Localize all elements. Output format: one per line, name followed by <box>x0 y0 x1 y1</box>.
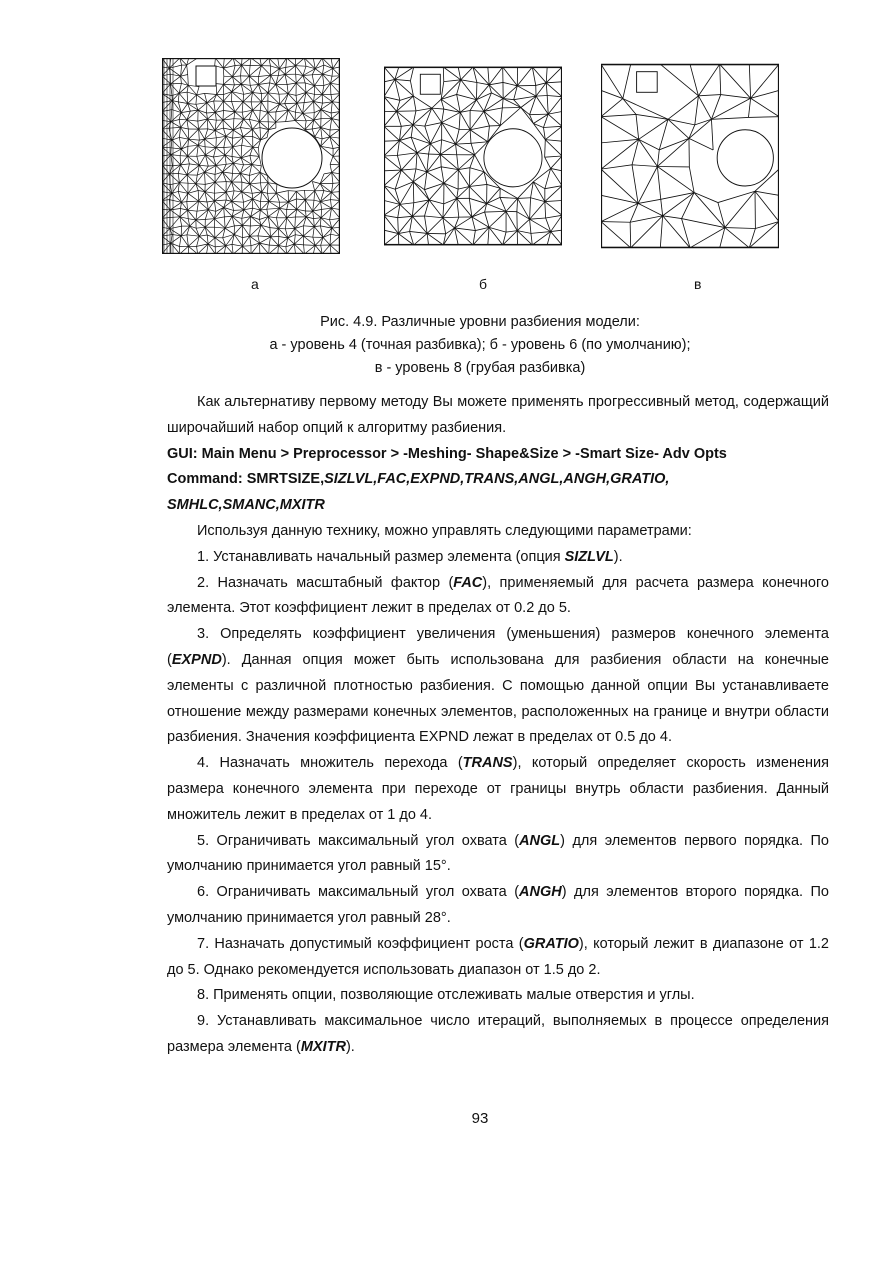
item-option: EXPND <box>171 651 222 668</box>
item-option: GRATIO <box>523 935 579 952</box>
item-text: 7. Назначать допустимый коэффициент роста ( <box>197 935 524 952</box>
caption-title: Рис. 4.9. Различные уровни разбиения модели: <box>320 314 640 330</box>
page-number: 93 <box>471 1110 489 1127</box>
gui-path <box>167 442 829 468</box>
parameter-item <box>167 932 829 984</box>
item-text: 1. Устанавливать начальный размер элемента (опция <box>197 548 565 565</box>
command-name: SMRTSIZE, <box>246 471 325 488</box>
gui-label: GUI: <box>167 445 198 462</box>
mesh-figure-a <box>162 58 340 254</box>
gui-menu-path: Main Menu > Preprocessor > -Meshing- Shape&Size > -Smart Size- Adv Opts <box>201 445 727 462</box>
lead-paragraph: Используя данную технику, можно управлять следующими параметрами: <box>197 522 692 539</box>
item-text: 9. Устанавливать максимальное число итераций, выполняемых в процессе определения размера элемента ( <box>167 1013 829 1055</box>
item-option: ANGH <box>519 884 562 901</box>
item-text-end: ). Данная опция может быть использована для разбиения области на конечные элементы с различной плотностью разбиения. С помощью данной опции Вы устанавливаете отношение между размерами конечных элементов, расположенных на границе и внутри области разбиения. Значения коэффициента EXPND лежат в пределах от 0.5 до 4. <box>167 651 829 746</box>
item-option: TRANS <box>462 755 513 772</box>
command-line <box>167 467 829 519</box>
caption-line-2: а - уровень 4 (точная разбивка); б - уровень 6 (по умолчанию); <box>269 337 691 353</box>
parameter-list <box>167 545 829 1061</box>
figure-label-a: а <box>251 276 259 292</box>
parameter-item <box>167 1009 829 1061</box>
parameter-item <box>167 880 829 932</box>
item-text: 3. Определять коэффициент увеличения (уменьшения) размеров конечного элемента ( <box>167 626 829 668</box>
figure-label-b: б <box>479 276 488 292</box>
command-args-1: SIZLVL,FAC,EXPND,TRANS,ANGL,ANGH,GRATIO, <box>324 471 670 488</box>
parameter-item <box>167 622 829 751</box>
item-option: SIZLVL <box>564 548 614 565</box>
figure-label-c: в <box>694 276 702 292</box>
mesh-fine-image <box>162 58 340 254</box>
parameter-item <box>167 751 829 828</box>
item-text-end: ). <box>345 1038 355 1055</box>
figure-mesh-levels <box>0 58 893 268</box>
item-text: 2. Назначать масштабный фактор ( <box>197 574 454 591</box>
parameter-item <box>167 571 829 623</box>
intro-paragraph: Как альтернативу первому методу Вы можете применять прогрессивный метод, содержащий широчайший набор опций к алгоритму разбиения. <box>167 394 829 436</box>
mesh-figure-b <box>384 58 562 254</box>
body-text <box>167 390 829 1061</box>
item-text-end: ), который определяет скорость изменения размера конечного элемента при переходе от границы внутрь области разбиения. Данный множитель лежит в пределах от 1 до 4. <box>167 755 829 823</box>
item-text: 5. Ограничивать максимальный угол охвата ( <box>197 832 520 849</box>
command-label: Command: <box>167 471 243 488</box>
parameter-item <box>167 545 829 571</box>
item-text: 6. Ограничивать максимальный угол охвата ( <box>197 884 520 901</box>
item-option: FAC <box>453 574 483 591</box>
item-text-end: ) для элементов второго порядка. По умолчанию принимается угол равный 28°. <box>167 884 829 926</box>
parameter-item <box>167 983 829 1009</box>
command-args-2: SMHLC,SMANC,MXITR <box>167 497 325 514</box>
item-text-end: ). <box>613 548 623 565</box>
item-text: 8. Применять опции, позволяющие отслеживать малые отверстия и углы. <box>197 987 695 1004</box>
item-text-end: ), который лежит в диапазоне от 1.2 до 5. Однако рекомендуется использовать диапазон от 1.5 до 2. <box>167 935 829 978</box>
item-text-end: ) для элементов первого порядка. По умолчанию принимается угол равный 15°. <box>167 832 829 875</box>
mesh-figure-c <box>601 58 779 254</box>
item-text: 4. Назначать множитель перехода ( <box>197 755 463 772</box>
item-text-end: ), применяемый для расчета размера конечного элемента. Этот коэффициент лежит в пределах от 0.2 до 5. <box>167 574 829 617</box>
mesh-default-image <box>384 58 562 254</box>
figure-caption <box>0 311 893 380</box>
parameter-item <box>167 829 829 881</box>
item-option: MXITR <box>300 1038 346 1055</box>
caption-line-3: в - уровень 8 (грубая разбивка) <box>374 360 586 376</box>
mesh-coarse-image <box>601 58 779 254</box>
item-option: ANGL <box>519 832 561 849</box>
